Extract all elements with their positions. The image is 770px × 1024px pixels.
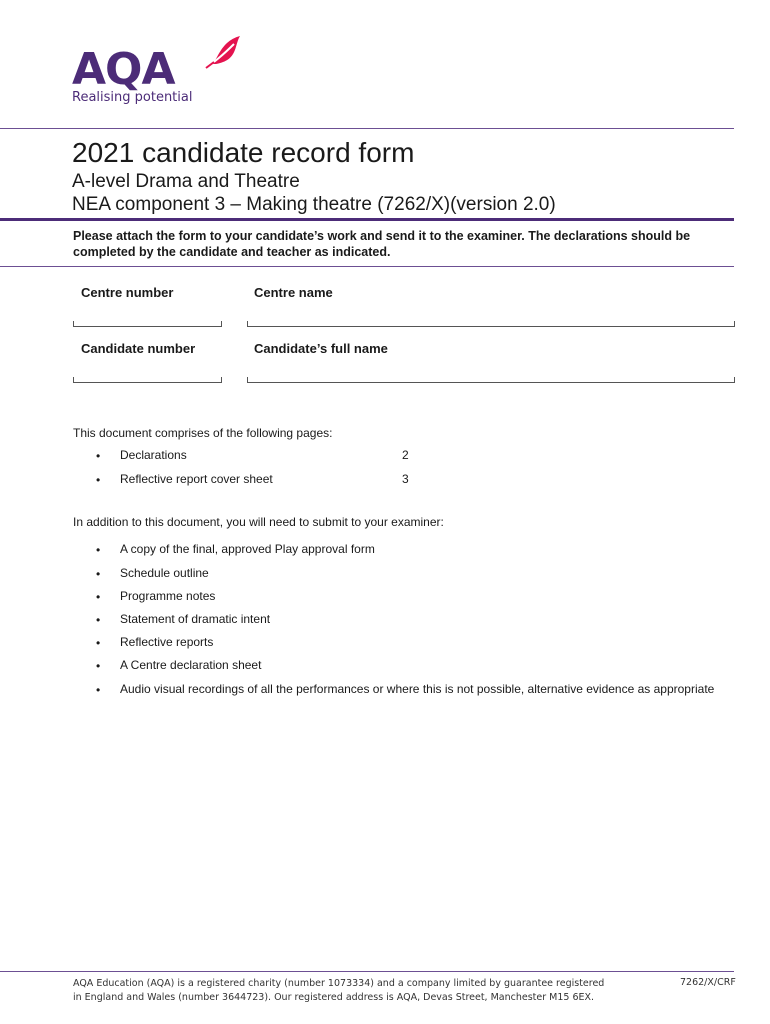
bullet-icon: • xyxy=(96,613,101,627)
title-divider xyxy=(0,218,734,221)
centre-number-field[interactable] xyxy=(73,321,222,327)
contents-item-label: Declarations xyxy=(120,448,187,462)
bullet-icon: • xyxy=(96,473,101,487)
instructions-text: Please attach the form to your candidate’s work and send it to the examiner. The declarations should be completed by the candidate and teacher as indicated. xyxy=(73,229,691,259)
footer-divider xyxy=(0,971,734,972)
candidate-number-field[interactable] xyxy=(73,377,222,383)
document-code: 7262/X/CRF xyxy=(680,977,736,988)
component-subtitle: NEA component 3 – Making theatre (7262/X)(version 2.0) xyxy=(72,194,556,215)
contents-intro: This document comprises of the following pages: xyxy=(73,426,333,440)
submit-intro: In addition to this document, you will need to submit to your examiner: xyxy=(73,515,444,529)
submit-item: A Centre declaration sheet xyxy=(120,658,262,672)
centre-name-field[interactable] xyxy=(247,321,735,327)
contents-item-label: Reflective report cover sheet xyxy=(120,472,273,486)
candidate-name-field[interactable] xyxy=(247,377,735,383)
candidate-number-label: Candidate number xyxy=(81,341,196,356)
logo-tagline: Realising potential xyxy=(72,90,193,105)
centre-number-label: Centre number xyxy=(81,285,174,300)
submit-item: Schedule outline xyxy=(120,566,209,580)
bullet-icon: • xyxy=(96,636,101,650)
contents-item-page: 3 xyxy=(402,472,409,486)
submit-item: Audio visual recordings of all the performances or where this is not possible, alternative evidence as appropriate xyxy=(120,682,715,696)
bullet-icon: • xyxy=(96,590,101,604)
submit-item: Programme notes xyxy=(120,589,216,603)
submit-item: Reflective reports xyxy=(120,635,214,649)
bullet-icon: • xyxy=(96,449,101,463)
submit-item: A copy of the final, approved Play approval form xyxy=(120,542,375,556)
bullet-icon: • xyxy=(96,543,101,557)
instructions-divider xyxy=(0,266,734,267)
aqa-logo xyxy=(72,32,252,112)
leaf-mark-icon xyxy=(204,34,244,70)
footer-legal-text: AQA Education (AQA) is a registered charity (number 1073334) and a company limited by guarantee registered in England and Wales (number 3644723). Our registered address is AQA, Devas Street, Manchester M15 6EX. xyxy=(73,978,605,1003)
bullet-icon: • xyxy=(96,659,101,673)
logo-wordmark: AQA xyxy=(72,44,175,95)
contents-item-page: 2 xyxy=(402,448,409,462)
submit-item: Statement of dramatic intent xyxy=(120,612,271,626)
qualification-subtitle: A-level Drama and Theatre xyxy=(72,171,300,192)
bullet-icon: • xyxy=(96,683,101,697)
header-divider xyxy=(0,128,734,129)
page-title: 2021 candidate record form xyxy=(72,137,415,168)
bullet-icon: • xyxy=(96,567,101,581)
centre-name-label: Centre name xyxy=(254,285,333,300)
candidate-name-label: Candidate’s full name xyxy=(254,341,388,356)
